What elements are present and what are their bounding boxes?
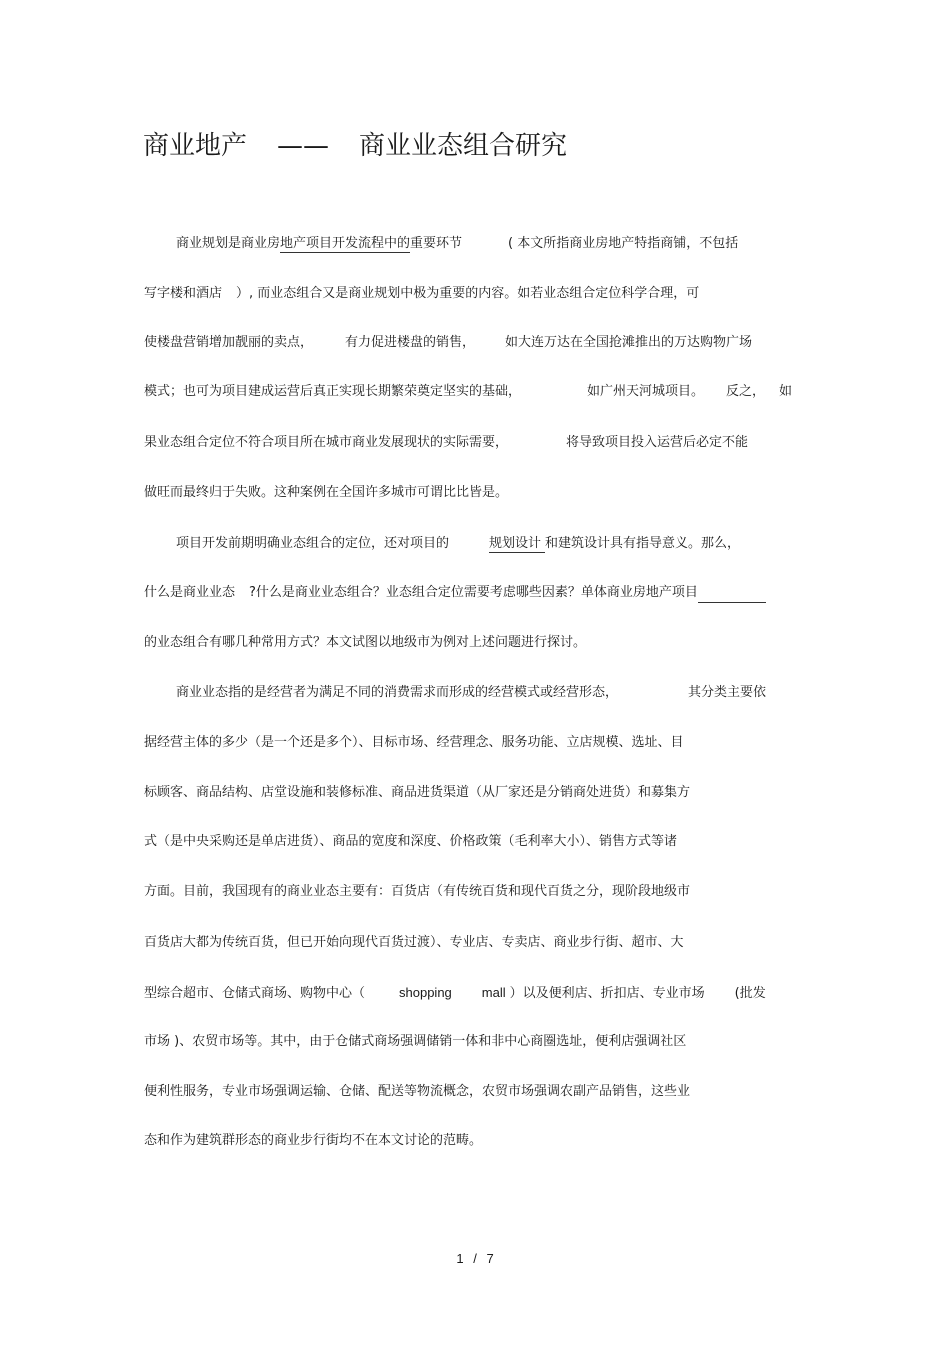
paragraph-3-line-8: 市场 )、农贸市场等。其中，由于仓储式商场强调储销一体和非中心商圈选址，便利店强调社区: [144, 1034, 687, 1049]
document-title: [143, 128, 567, 164]
paragraph-1-line-5: 果业态组合定位不符合项目所在城市商业发展现状的实际需要， 将导致项目投入运营后必定不能: [144, 435, 749, 450]
paragraph-1-line-4: 模式；也可为项目建成运营后真正实现长期繁荣奠定坚实的基础， 如广州天河城项目。 反之， 如: [144, 384, 793, 399]
paragraph-3-line-2: 据经营主体的多少（是一个还是多个）、目标市场、经营理念、服务功能、立店规模、选址、目: [144, 735, 684, 750]
paragraph-1-line-1: 商业规划是商业房地产项目开发流程中的重要环节 ( 本文所指商业房地产特指商铺，不包括: [176, 236, 739, 251]
page-current: 1: [456, 1251, 464, 1266]
paragraph-3-line-7: 型综合超市、仓储式商场、购物中心（ shopping mall ）以及便利店、折扣店、专业市场 (批发: [144, 985, 766, 1001]
paragraph-1-line-3: 使楼盘营销增加靓丽的卖点， 有力促进楼盘的销售， 如大连万达在全国抢滩推出的万达购物广场: [144, 335, 753, 350]
paragraph-1-line-6: 做旺而最终归于失败。这种案例在全国许多城市可谓比比皆是。: [144, 485, 509, 500]
underlined-text: 规划设计: [489, 535, 545, 553]
blank-underline: [698, 586, 766, 603]
paragraph-2-line-3: 的业态组合有哪几种常用方式？本文试图以地级市为例对上述问题进行探讨。: [144, 635, 587, 650]
paragraph-1-line-2: 写字楼和酒店 ）, 而业态组合又是商业规划中极为重要的内容。如若业态组合定位科学合理，可: [144, 286, 700, 301]
paragraph-3-line-3: 标顾客、商品结构、店堂设施和装修标准、商品进货渠道（从厂家还是分销商处进货）和募集方: [144, 785, 691, 800]
title-part-1: 商业地产: [143, 131, 248, 161]
paragraph-2-line-1: 项目开发前期明确业态组合的定位，还对项目的 规划设计 和建筑设计具有指导意义。那么，: [176, 536, 741, 551]
paragraph-2-line-2: 什么是商业业态 ?什么是商业业态组合？业态组合定位需要考虑哪些因素？单体商业房地产项目: [144, 583, 766, 603]
title-part-2: 商业业态组合研究: [359, 131, 568, 161]
paragraph-3-line-5: 方面。目前，我国现有的商业业态主要有：百货店（有传统百货和现代百货之分，现阶段地级市: [144, 884, 691, 899]
page-number: [0, 1250, 950, 1268]
paragraph-3-line-6: 百货店大都为传统百货，但已开始向现代百货过渡）、专业店、专卖店、商业步行街、超市、大: [144, 935, 684, 950]
page-total: 7: [486, 1251, 494, 1266]
paragraph-3-line-10: 态和作为建筑群形态的商业步行街均不在本文讨论的范畴。: [144, 1133, 483, 1148]
title-dash: ——: [277, 131, 330, 161]
page-separator: /: [473, 1251, 477, 1266]
paragraph-3-line-4: 式（是中央采购还是单店进货）、商品的宽度和深度、价格政策（毛利率大小）、销售方式等诸: [144, 834, 678, 849]
underlined-text: 地产项目开发流程中的: [280, 236, 411, 251]
paragraph-3-line-1: 商业业态指的是经营者为满足不同的消费需求而形成的经营模式或经营形态， 其分类主要依: [176, 685, 767, 700]
paragraph-3-line-9: 便利性服务，专业市场强调运输、仓储、配送等物流概念，农贸市场强调农副产品销售，这些业: [144, 1084, 691, 1099]
